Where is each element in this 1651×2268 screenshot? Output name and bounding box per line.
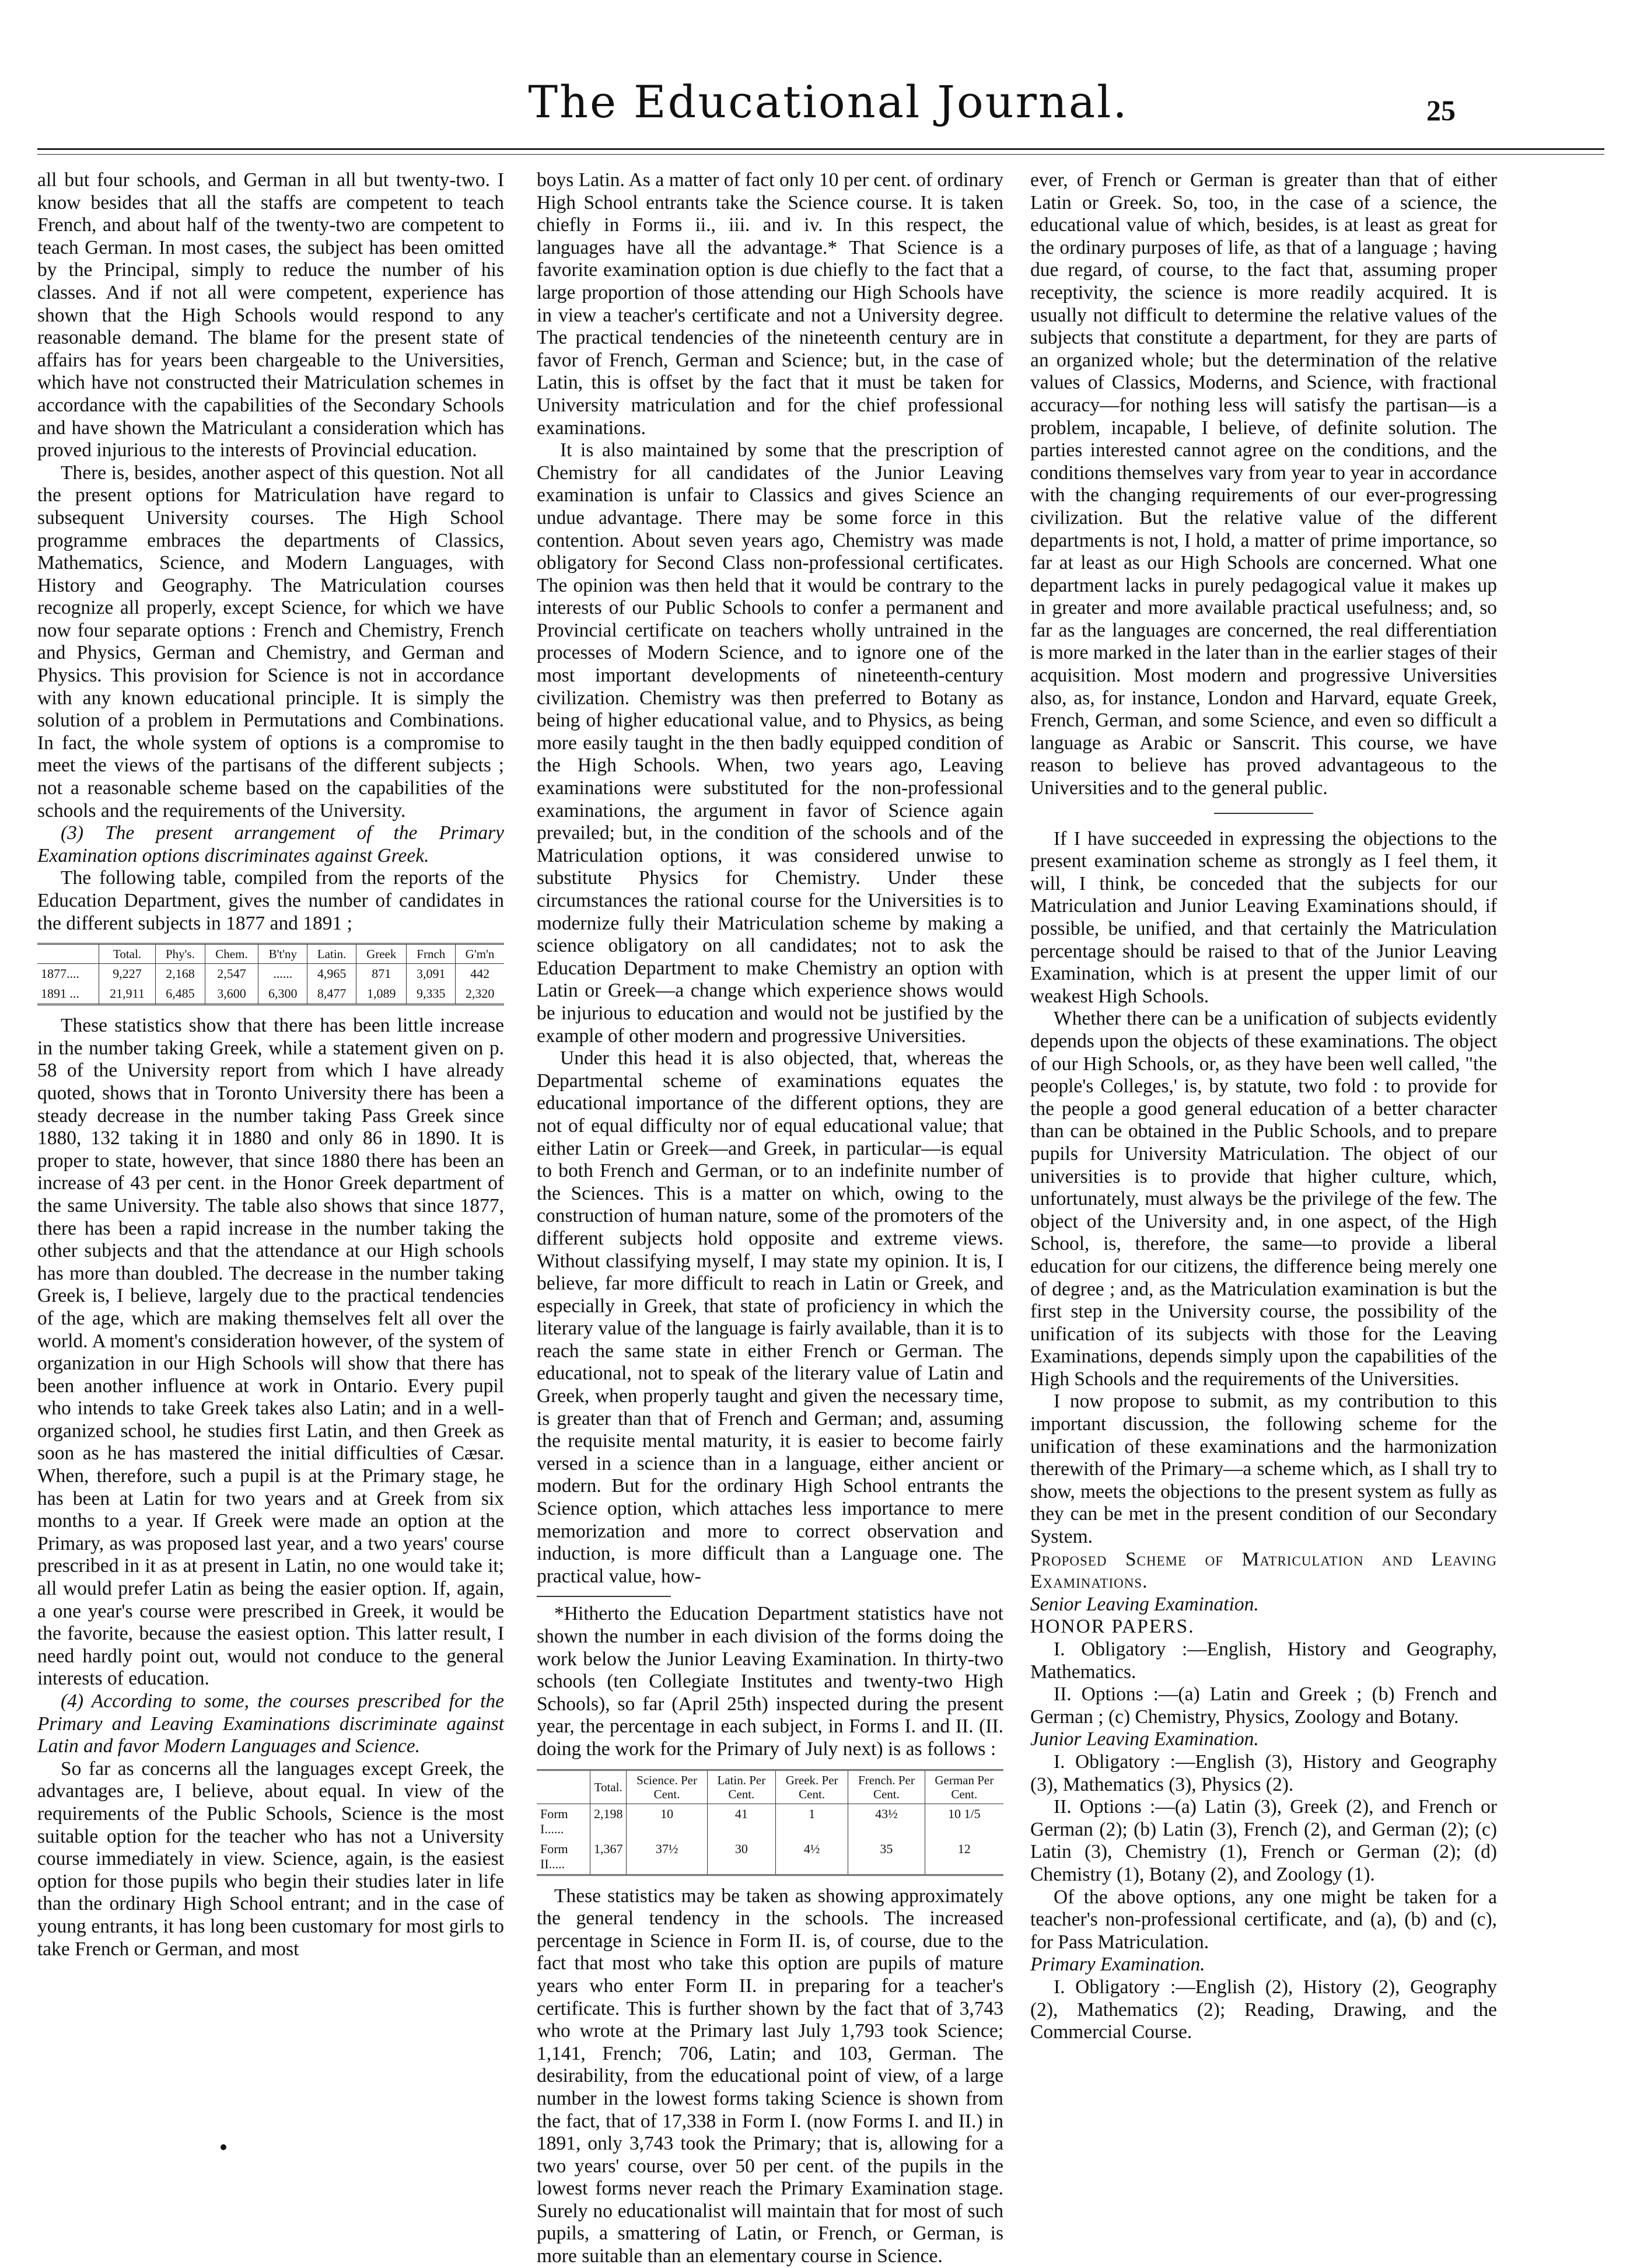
junior-leaving-heading: Junior Leaving Examination. xyxy=(1030,1728,1259,1750)
table-header-cell: Latin. xyxy=(307,945,356,964)
paragraph: If I have succeeded in expressing the objections to the present examination scheme as strongly as I feel them, it will, I think, be conceded that the subjects for our Matriculation and Junior Leaving Examinations should, if possible, be unified, and that certainly the Matriculation percentage should be raised to that of the Junior Leaving Examination, which is at present the upper limit of our weakest High Schools. xyxy=(1030,827,1497,1007)
header-rule-bottom xyxy=(37,154,1604,155)
candidates-table xyxy=(37,943,504,1005)
table-header-cell xyxy=(537,1771,590,1804)
table-cell: 10 xyxy=(627,1804,707,1839)
table-header-cell xyxy=(37,945,99,964)
paragraph: ever, of French or German is greater than that of either Latin or Greek. So, too, in the case of a science, the educational value of which, besides, is at least as great for the ordinary purposes of life, as that of a language ; having due regard, of course, to the fact that, assuming proper receptivity, the science is more readily acquired. It is usually not difficult to determine the relative values of the subjects that constitute a department, for they are parts of an organized whole; but the determination of the relative values of Classics, Moderns, and Science, with fractional accuracy—for nothing less will satisfy the partisan—is a problem, incapable, I believe, of definite solution. The parties interested cannot agree on the conditions, and the conditions themselves vary from year to year in accordance with the changing requirements of our ever-progressing civilization. But the relative value of the different departments is not, I hold, a matter of prime importance, so far at least as our High Schools are concerned. What one department lacks in purely pedagogical value it makes up in greater and more available practical usefulness; and, so far as the languages are concerned, the real differentiation is more marked in the later than in the earlier stages of their acquisition. Most modern and progressive Universities also, as, for instance, London and Harvard, equate Greek, French, German, and some Science, and even so difficult a language as Arabic or Sanscrit. This course, we have reason to believe has proved advantageous to the Universities and to the general public. xyxy=(1030,169,1497,799)
table-cell: 3,600 xyxy=(205,984,258,1004)
table-cell: 4,965 xyxy=(307,964,356,984)
print-mark xyxy=(221,2144,226,2150)
table-header-cell: G'm'n xyxy=(456,945,504,964)
table-cell: 21,911 xyxy=(99,984,155,1004)
list-item: I. Obligatory :—English (3), History and Geography (3), Mathematics (3), Physics (2). xyxy=(1030,1750,1497,1795)
footnote: *Hitherto the Education Department statistics have not shown the number in each division of the forms doing the work below the Junior Leaving Examination. In thirty-two schools (ten Collegiate Institutes and twenty-two High Schools), so far (April 25th) inspected during the present year, the percentage in each subject, in Forms I. and II. (II. doing the work for the Primary of July next) is as follows : xyxy=(537,1603,1003,1760)
list-item: II. Options :—(a) Latin and Greek ; (b) French and German ; (c) Chemistry, Physics, Zoology and Botany. xyxy=(1030,1683,1497,1728)
table-cell: 2,320 xyxy=(456,984,504,1004)
table-header-cell: Science. Per Cent. xyxy=(627,1771,707,1804)
table-cell: 3,091 xyxy=(407,964,456,984)
table-cell: 1877.... xyxy=(41,966,79,981)
footnote-rule xyxy=(537,1596,671,1597)
table-cell: 6,300 xyxy=(258,984,307,1004)
paragraph: These statistics show that there has been little increase in the number taking Greek, while a statement given on p. 58 of the University report from which I have already quoted, shows that in Toronto University there has been a steady decrease in the number taking Pass Greek since 1880, 132 taking it in 1880 and only 86 in 1890. It is proper to state, however, that since 1880 there has been an increase of 43 per cent. in the Honor Greek department of the same University. The table also shows that since 1877, there has been a rapid increase in the number taking the other subjects and that the attendance at our High schools has more than doubled. The decrease in the number taking Greek is, I believe, largely due to the practical tendencies of the age, which are making themselves felt all over the world. A moment's consideration however, of the system of organization in our High Schools will show that there has been another influence at work in Ontario. Every pupil who intends to take Greek takes also Latin; and in a well-organized school, he studies first Latin, and then Greek as soon as he has mastered the initial difficulties of Cæsar. When, therefore, such a pupil is at the Primary stage, he has been at Latin for two years and at Greek from six months to a year. If Greek were made an option at the Primary, as was proposed last year, and a two years' course prescribed in it as at present in Latin, no one would take it; all would prefer Latin as being the easier option. If, again, a one year's course were prescribed in Greek, it would be the favorite, because the easiest option. This latter result, I need hardly point out, would not conduce to the general interests of education. xyxy=(37,1015,504,1690)
table-row xyxy=(37,964,504,984)
table-header-cell: Greek xyxy=(356,945,407,964)
table-cell: 1,367 xyxy=(590,1839,627,1874)
table-cell: 30 xyxy=(707,1839,775,1874)
table-header-cell: Phy's. xyxy=(156,945,205,964)
senior-leaving-heading: Senior Leaving Examination. xyxy=(1030,1593,1259,1615)
header-rule-top xyxy=(37,148,1604,150)
table-cell: 6,485 xyxy=(156,984,205,1004)
page-number: 25 xyxy=(1426,94,1456,127)
table-header-cell: Total. xyxy=(99,945,155,964)
list-item: I. Obligatory :—English, History and Geography, Mathematics. xyxy=(1030,1638,1497,1683)
table-cell: 442 xyxy=(456,964,504,984)
table-cell: 1 xyxy=(776,1804,848,1839)
table-header-cell: French. Per Cent. xyxy=(848,1771,925,1804)
section-heading: (3) The present arrangement of the Primary Examination options discriminates against Greek. xyxy=(37,822,504,866)
table-cell: 4½ xyxy=(776,1839,848,1874)
column-middle xyxy=(537,169,1003,2267)
table-cell: ...... xyxy=(258,964,307,984)
table-header-cell: German Per Cent. xyxy=(925,1771,1003,1804)
table-header-row xyxy=(537,1771,1003,1804)
section-heading: (4) According to some, the courses prescribed for the Primary and Leaving Examinations discriminate against Latin and favor Modern Languages and Science. xyxy=(37,1690,504,1757)
table-header-row xyxy=(37,945,504,964)
scheme-heading: Proposed Scheme of Matriculation and Leaving Examinations. xyxy=(1030,1548,1497,1593)
table-cell: 37½ xyxy=(627,1839,707,1874)
list-item: II. Options :—(a) Latin (3), Greek (2), and French or German (2); (b) Latin (3), French (2), and German (2); (c) Latin (3), Chemistry (1), French or German (2); (d) Chemistry (1), Botany (2), and Zoology (1). xyxy=(1030,1796,1497,1885)
honor-papers-label: HONOR PAPERS. xyxy=(1030,1616,1195,1638)
table-cell: 2,198 xyxy=(590,1804,627,1839)
table-row xyxy=(537,1804,1003,1839)
table-cell: 2,547 xyxy=(205,964,258,984)
column-left xyxy=(37,169,504,2176)
table-cell: Form I...... xyxy=(540,1806,568,1836)
table-cell: 1891 ... xyxy=(41,986,79,1001)
paragraph: I now propose to submit, as my contribution to this important discussion, the following scheme for the unification of these examinations and the harmonization therewith of the Primary—a scheme which, as I shall try to show, meets the objections to the present system as fully as they can be met in the present condition of our Secondary System. xyxy=(1030,1390,1497,1548)
table-cell: 9,227 xyxy=(99,964,155,984)
table-row xyxy=(37,984,504,1004)
table-cell: 10 1/5 xyxy=(925,1804,1003,1839)
table-header-cell: Latin. Per Cent. xyxy=(707,1771,775,1804)
table-header-cell: Greek. Per Cent. xyxy=(776,1771,848,1804)
paragraph: There is, besides, another aspect of this question. Not all the present options for Matriculation have regard to subsequent University courses. The High School programme embraces the departments of Classics, Mathematics, Science, and Modern Languages, with History and Geography. The Matriculation courses recognize all properly, except Science, for which we have now four separate options : French and Chemistry, French and Physics, German and Chemistry, and German and Physics. This provision for Science is not in accordance with any known educational principle. It is simply the solution of a problem in Permutations and Combinations. In fact, the whole system of options is a compromise to meet the views of the partisans of the different subjects ; not a reasonable scheme based on the capabilities of the schools and the requirements of the University. xyxy=(37,462,504,822)
forms-percentage-table xyxy=(537,1769,1003,1876)
footnote: These statistics may be taken as showing approximately the general tendency in the schools. The increased percentage in Science in Form II. is, of course, due to the fact that most who take this option are pupils of mature years who enter Form II. in preparing for a teacher's certificate. This is further shown by the fact that of 3,743 who wrote at the Primary last July 1,793 took Science; 1,141, French; 706, Latin; and 103, German. The desirability, from the educational point of view, of a large number in the lowest forms taking Science is shown from the fact, that of 17,338 in Form I. (now Forms I. and II.) in 1891, only 3,743 took the Primary; that is, allowing for a two years' course, over 50 per cent. of the pupils in the lowest forms never reach the Primary Examination stage. Surely no educationalist will maintain that for most of such pupils, a smattering of Latin, or French, or German, is more suitable than an elementary course in Science. xyxy=(537,1885,1003,2267)
table-cell: 9,335 xyxy=(407,984,456,1004)
section-divider xyxy=(1214,813,1313,814)
table-cell: 35 xyxy=(848,1839,925,1874)
paragraph: Under this head it is also objected, that, whereas the Departmental scheme of examinations equates the educational importance of the different options, they are not of equal difficulty nor of equal educational value; that either Latin or Greek—and Greek, in particular—is equal to both French and German, or to an indefinite number of the Sciences. This is a matter on which, owing to the construction of human nature, some of the promoters of the different subjects hold opposite and extreme views. Without classifying myself, I may state my opinion. It is, I believe, far more difficult to reach in Latin or Greek, and especially in Greek, that state of proficiency in which the literary value of the language is fairly available, than it is to reach the same state in either French or German. The educational, not to speak of the literary value of Latin and Greek, when properly taught and given the necessary time, is greater than that of French and German; and, assuming the requisite mental maturity, it is easier to become fairly versed in a science than in a language, either ancient or modern. But for the ordinary High School entrants the Science option, which attaches less importance to mere memorization and more to correct observation and induction, is more difficult than a Language one. The practical value, how- xyxy=(537,1047,1003,1587)
table-cell: Form II..... xyxy=(540,1841,568,1871)
paragraph: Whether there can be a unification of subjects evidently depends upon the objects of these examinations. The object of our High Schools, or, as they have been well called, "the people's Colleges,' is, by statute, two fold : to provide for the people a good general education of a better character than can be obtained in the Public Schools, and to prepare pupils for University Matriculation. The object of our universities is to provide that higher culture, which, unfortunately, must always be the privilege of the few. The object of the University and, in one aspect, of the High School, is, therefore, the same—to provide a liberal education for our citizens, the difference being merely one of degree ; and, as the Matriculation examination is but the first step in the University course, the possibility of the unification of its subjects with those for the Leaving Examinations, depends simply upon the capabilities of the High Schools and the requirements of the Universities. xyxy=(1030,1008,1497,1390)
list-item: I. Obligatory :—English (2), History (2), Geography (2), Mathematics (2); Reading, Drawing, and the Commercial Course. xyxy=(1030,1976,1497,2043)
table-cell: 1,089 xyxy=(356,984,407,1004)
table-header-cell: Chem. xyxy=(205,945,258,964)
table-cell: 871 xyxy=(356,964,407,984)
table-cell: 41 xyxy=(707,1804,775,1839)
table-header-cell: Frnch xyxy=(407,945,456,964)
paragraph: all but four schools, and German in all but twenty-two. I know besides that all the staffs are competent to teach French, and about half of the twenty-two are competent to teach German. In most cases, the subject has been omitted by the Principal, simply to reduce the number of his classes. And if not all were competent, experience has shown that the High Schools would respond to any reasonable demand. The blame for the present state of affairs has for years been chargeable to the Universities, which have not constructed their Matriculation schemes in accordance with the capabilities of the Secondary Schools and have shown the Matriculant a consideration which has proved injurious to the interests of Provincial education. xyxy=(37,169,504,462)
paragraph: boys Latin. As a matter of fact only 10 per cent. of ordinary High School entrants take the Science course. It is taken chiefly in Forms ii., iii. and iv. In this respect, the languages have all the advantage.* That Science is a favorite examination option is due chiefly to the fact that a large proportion of those attending our High Schools have in view a teacher's certificate and not a University degree. The practical tendencies of the nineteenth century are in favor of French, German and Science; but, in the case of Latin, this is offset by the fact that it must be taken for University matriculation and for the chief professional examinations. xyxy=(537,169,1003,439)
table-cell: 43½ xyxy=(848,1804,925,1839)
masthead-title: The Educational Journal. xyxy=(528,76,1129,128)
paragraph: So far as concerns all the languages except Greek, the advantages are, I believe, about equal. In view of the requirements of the Public Schools, Science is the most suitable option for the teacher who has not a University course immediately in view. Science, again, is the easiest option for those pupils who begin their studies later in life than the ordinary High School entrant; and in the case of young entrants, it has long been customary for most girls to take French or German, and most xyxy=(37,1757,504,1960)
table-header-cell: B't'ny xyxy=(258,945,307,964)
table-cell: 12 xyxy=(925,1839,1003,1874)
table-row xyxy=(537,1839,1003,1874)
paragraph: The following table, compiled from the reports of the Education Department, gives the number of candidates in the different subjects in 1877 and 1891 ; xyxy=(37,867,504,934)
column-right xyxy=(1030,169,1497,2176)
table-cell: 8,477 xyxy=(307,984,356,1004)
paragraph: It is also maintained by some that the prescription of Chemistry for all candidates of the Junior Leaving examination is unfair to Classics and gives Science an undue advantage. There may be some force in this contention. About seven years ago, Chemistry was made obligatory for Second Class non-professional certificates. The opinion was then held that it would be contrary to the interests of our Public Schools to confer a permanent and Provincial certificate on teachers wholly untrained in the processes of Modern Science, and to ignore one of the most important developments of nineteenth-century civilization. Chemistry was then preferred to Botany as being of higher educational value, and to Physics, as being more easily taught in the then badly equipped condition of the High Schools. When, two years ago, Leaving examinations were substituted for the non-professional examinations, the argument in favor of Science again prevailed; but, in the condition of the schools and of the Matriculation options, it was considered unwise to substitute Physics for Chemistry. Under these circumstances the rational course for the Universities is to modernize fully their Matriculation scheme by making a science obligatory on all candidates; not to ask the Education Department to make Chemistry an option with Latin or Greek—a change which experience shows would be injurious to education and would not be justified by the example of other modern and progressive Universities. xyxy=(537,439,1003,1047)
table-header-cell: Total. xyxy=(590,1771,627,1804)
primary-exam-heading: Primary Examination. xyxy=(1030,1954,1205,1976)
table-cell: 2,168 xyxy=(156,964,205,984)
list-item: Of the above options, any one might be taken for a teacher's non-professional certificate, and (a), (b) and (c), for Pass Matriculation. xyxy=(1030,1886,1497,1953)
